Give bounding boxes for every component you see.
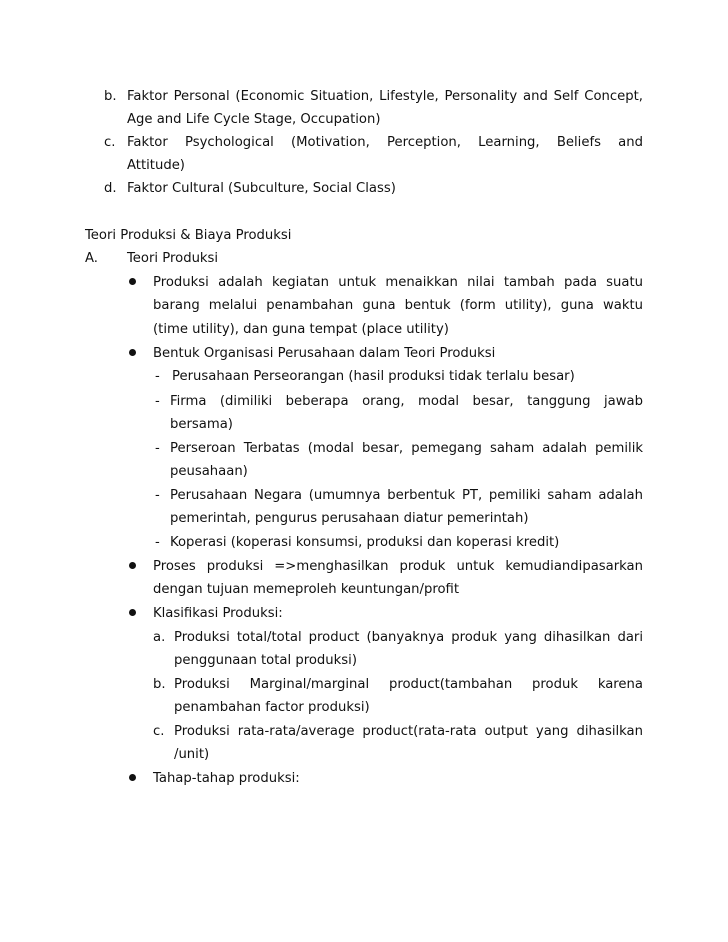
bullet-icon [129, 774, 136, 781]
list-item-text: Perusahaan Negara (umumnya berbentuk PT, pemiliki saham adalah [170, 488, 643, 503]
list-marker: c. [153, 724, 165, 739]
list-item-text: /unit) [174, 747, 210, 762]
bullet-text: dengan tujuan memeproleh keuntungan/profit [153, 582, 460, 597]
bullet-text: barang melalui penambahan guna bentuk (form utility), guna waktu [153, 298, 643, 313]
list-item-text: Faktor Personal (Economic Situation, Lifestyle, Personality and Self Concept, [127, 89, 643, 104]
bullet-text: Tahap-tahap produksi: [153, 771, 300, 786]
list-marker: b. [153, 677, 166, 692]
bullet-text: (time utility), dan guna tempat (place utility) [153, 322, 449, 337]
list-item-text: Faktor Cultural (Subculture, Social Class) [127, 181, 396, 196]
bullet-text: Proses produksi =>menghasilkan produk untuk kemudiandipasarkan [153, 559, 643, 574]
dash-marker: - [155, 535, 160, 550]
list-item-text: Perusahaan Perseorangan (hasil produksi tidak terlalu besar) [172, 369, 575, 384]
list-marker: a. [153, 630, 166, 645]
bullet-icon [129, 349, 136, 356]
list-marker: c. [104, 135, 116, 150]
subsection-marker: A. [85, 251, 98, 266]
bullet-icon [129, 278, 136, 285]
dash-marker: - [155, 488, 160, 503]
list-item-text: Produksi rata-rata/average product(rata-rata output yang dihasilkan [174, 724, 643, 739]
list-marker: b. [104, 89, 117, 104]
bullet-text: Produksi adalah kegiatan untuk menaikkan nilai tambah pada suatu [153, 275, 643, 290]
list-item-text: Faktor Psychological (Motivation, Perception, Learning, Beliefs and [127, 135, 643, 150]
list-item-text: Koperasi (koperasi konsumsi, produksi dan koperasi kredit) [170, 535, 560, 550]
dash-marker: - [155, 441, 160, 456]
list-item-text: pemerintah, pengurus perusahaan diatur pemerintah) [170, 511, 529, 526]
list-item-text: Age and Life Cycle Stage, Occupation) [127, 112, 381, 127]
list-item-text: penambahan factor produksi) [174, 700, 370, 715]
list-item-text: Firma (dimiliki beberapa orang, modal besar, tanggung jawab [170, 394, 643, 409]
dash-marker: - [155, 394, 160, 409]
bullet-text: Bentuk Organisasi Perusahaan dalam Teori Produksi [153, 346, 496, 361]
dash-marker: - [155, 369, 160, 384]
list-marker: d. [104, 181, 117, 196]
list-item-text: Attitude) [127, 158, 185, 173]
list-item-text: Produksi total/total product (banyaknya produk yang dihasilkan dari [174, 630, 643, 645]
bullet-text: Klasifikasi Produksi: [153, 606, 283, 621]
list-item-text: peusahaan) [170, 464, 248, 479]
list-item-text: penggunaan total produksi) [174, 653, 357, 668]
list-item-text: Perseroan Terbatas (modal besar, pemegang saham adalah pemilik [170, 441, 643, 456]
bullet-icon [129, 562, 136, 569]
bullet-icon [129, 609, 136, 616]
section-title: Teori Produksi & Biaya Produksi [85, 228, 292, 243]
list-item-text: bersama) [170, 417, 233, 432]
list-item-text: Produksi Marginal/marginal product(tambahan produk karena [174, 677, 643, 692]
subsection-title: Teori Produksi [127, 251, 219, 266]
